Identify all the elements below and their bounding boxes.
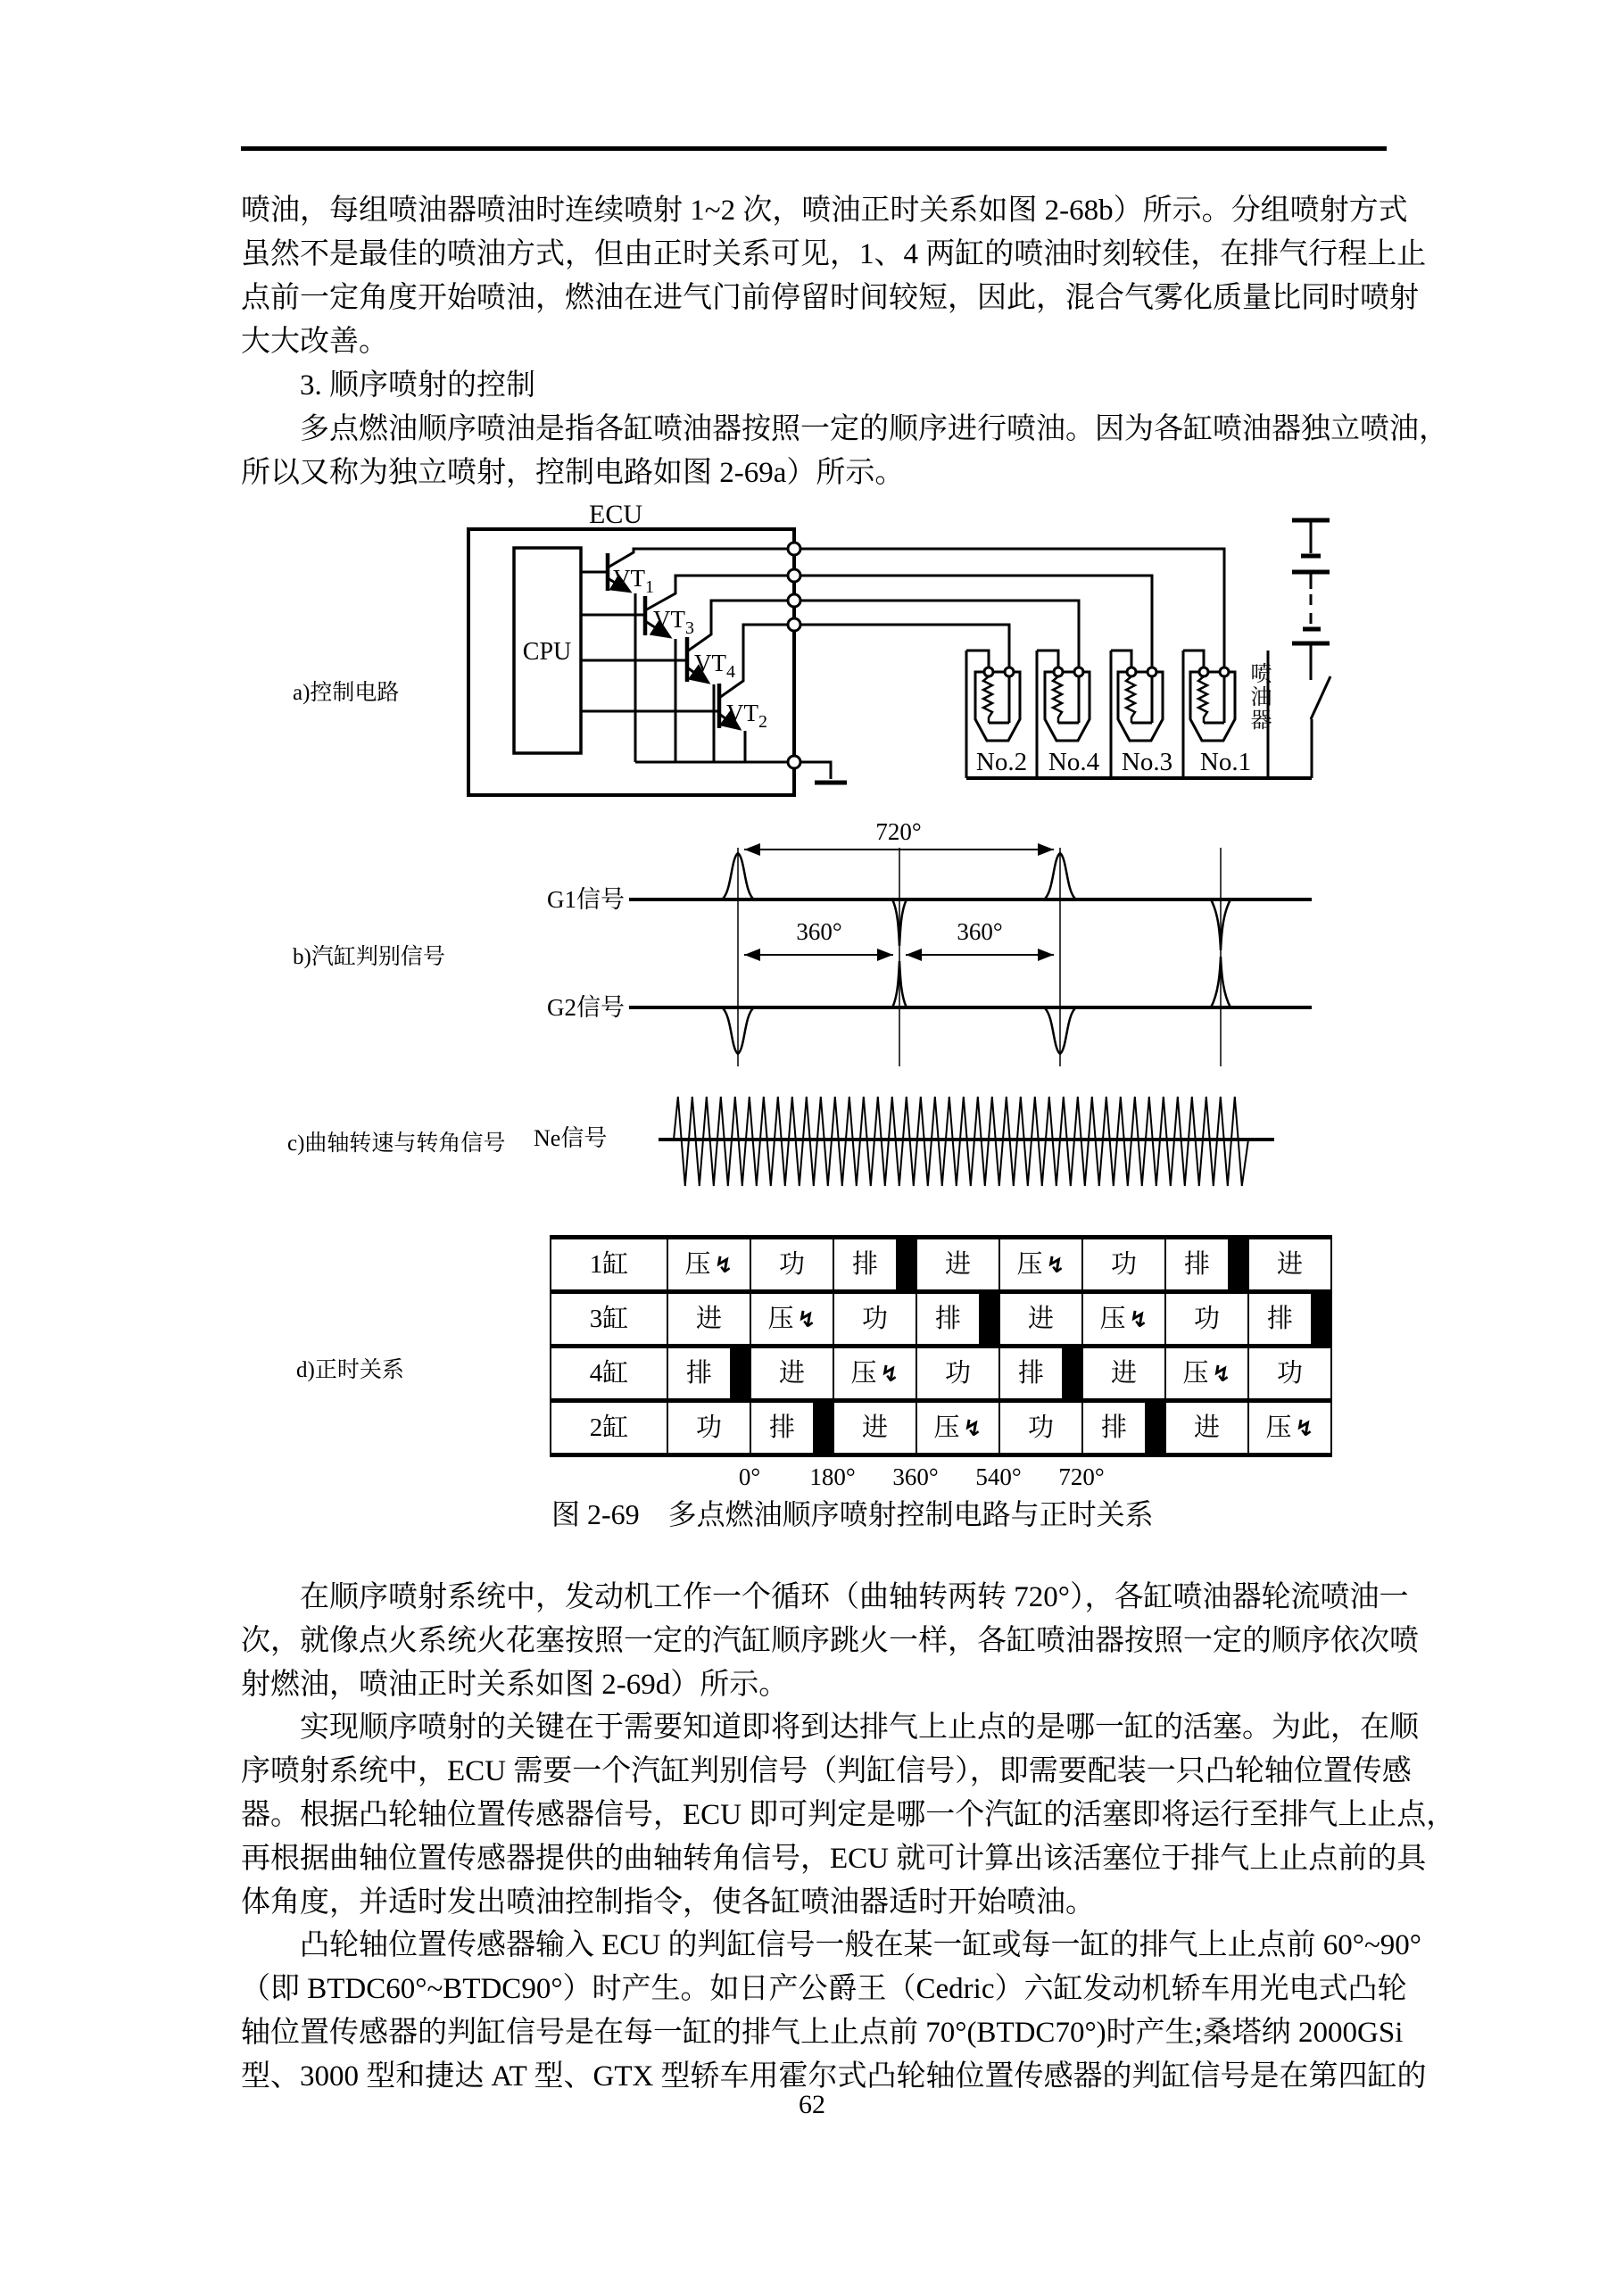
- stroke-phase-cell: 功: [668, 1403, 751, 1453]
- stroke-phase-cell: 压 ↯: [668, 1239, 751, 1289]
- injector-body-icon: [1045, 672, 1090, 741]
- stroke-phase-cell: 进: [1000, 1294, 1083, 1344]
- stroke-phase-cell: 功: [1083, 1239, 1166, 1289]
- injection-mark-cell: [1147, 1403, 1166, 1453]
- injection-mark-cell: [1230, 1239, 1249, 1289]
- injection-mark-cell: [732, 1348, 751, 1398]
- table-bottom-border: [551, 1453, 1332, 1457]
- injection-mark-cell: [898, 1239, 917, 1289]
- spark-icon: ↯: [1295, 1415, 1314, 1441]
- injector-body-icon: [1190, 672, 1235, 741]
- part-d-label: d)正时关系: [296, 1358, 404, 1382]
- spark-icon: ↯: [1129, 1306, 1148, 1332]
- text-line: 实现顺序喷射的关键在于需要知道即将到达排气上止点的是哪一缸的活塞。为此，在顺: [300, 1712, 1419, 1744]
- text-line: 喷油，每组喷油器喷油时连续喷射 1~2 次，喷油正时关系如图 2-68b）所示。分组喷射方式: [241, 195, 1408, 227]
- stroke-phase-cell: 排: [917, 1294, 981, 1344]
- text-line: 轴位置传感器的判缸信号是在每一缸的排气上止点前 70°(BTDC70°)时产生;桑塔纳 2000GSi: [241, 2017, 1404, 2049]
- stroke-phase-cell: 排: [1083, 1403, 1147, 1453]
- dim-720-label: 720°: [875, 818, 922, 845]
- injector-body-icon: [1118, 672, 1163, 741]
- cylinder-row-label: 2缸: [551, 1403, 668, 1453]
- figure-caption: 图 2-69 多点燃油顺序喷射控制电路与正时关系: [551, 1498, 1154, 1530]
- cpu-label: CPU: [522, 638, 572, 666]
- heading-text: 3. 顺序喷射的控制: [300, 369, 535, 402]
- timing-table: [550, 1235, 1332, 1457]
- dim-360-right-label: 360°: [957, 918, 1003, 945]
- injector-unit: [794, 549, 1268, 778]
- paragraph-3: [241, 1576, 1419, 1707]
- ne-signal-waveform: [268, 1080, 1392, 1205]
- scale-540: 540°: [975, 1463, 1022, 1490]
- coil-icon: [983, 676, 992, 723]
- coil-icon: [1053, 676, 1062, 723]
- stroke-phase-cell: 压 ↯: [1000, 1239, 1083, 1289]
- text-line: 大大改善。: [241, 326, 388, 358]
- circuit-diagram: [437, 495, 1401, 803]
- part-b-label: b)汽缸判别信号: [293, 945, 445, 969]
- g1-signal-label: G1信号: [547, 886, 625, 913]
- text-line: （即 BTDC60°~BTDC90°）时产生。如日产公爵王（Cedric）六缸发动机轿车用光电式凸轮: [241, 1973, 1407, 2005]
- battery-icon: [1292, 520, 1330, 680]
- stroke-phase-cell: 功: [1000, 1403, 1083, 1453]
- cylinder-row-label: 4缸: [551, 1348, 668, 1398]
- stroke-phase-cell: 进: [1166, 1403, 1249, 1453]
- text-line: 凸轮轴位置传感器输入 ECU 的判缸信号一般在某一缸或每一缸的排气上止点前 60°~90°: [300, 1929, 1421, 1961]
- text-line: 器。根据凸轮轴位置传感器信号，ECU 即可判定是哪一个汽缸的活塞即将运行至排气上止点，: [241, 1799, 1456, 1831]
- stroke-phase-cell: 进: [917, 1239, 1000, 1289]
- paragraph-5: [241, 1924, 1427, 2099]
- transistor-label: $VT_2$: [726, 700, 767, 732]
- paragraph-2: [241, 408, 1448, 495]
- stroke-phase-cell: 功: [1249, 1348, 1332, 1398]
- switch-icon: [1311, 676, 1330, 719]
- timing-row: [551, 1344, 1332, 1398]
- transistor-label: $VT_4$: [694, 650, 735, 682]
- injection-mark-cell: [1313, 1294, 1332, 1344]
- section-heading: [241, 364, 1392, 408]
- spark-icon: ↯: [714, 1252, 733, 1278]
- page-number: 62: [799, 2090, 825, 2119]
- text-line: 虽然不是最佳的喷油方式，但由正时关系可见，1、4 两缸的喷油时刻较佳，在排气行程上止: [241, 238, 1427, 270]
- text-line: 多点燃油顺序喷油是指各缸喷油器按照一定的顺序进行喷油。因为各缸喷油器独立喷油，: [300, 413, 1448, 445]
- transistor-label: $VT_3$: [653, 606, 694, 638]
- ne-signal-label: Ne信号: [534, 1125, 608, 1151]
- injector-label: No.3: [1121, 748, 1173, 776]
- stroke-phase-cell: 压 ↯: [1083, 1294, 1166, 1344]
- stroke-phase-cell: 压 ↯: [917, 1403, 1000, 1453]
- transistor-label: $VT_1$: [613, 565, 654, 597]
- injection-mark-cell: [815, 1403, 834, 1453]
- cylinder-row-label: 3缸: [551, 1294, 668, 1344]
- text-line: 体角度，并适时发出喷油控制指令，使各缸喷油器适时开始喷油。: [241, 1886, 1095, 1919]
- injector-label: No.1: [1199, 748, 1252, 776]
- stroke-phase-cell: 压 ↯: [751, 1294, 834, 1344]
- spark-icon: ↯: [1046, 1252, 1065, 1278]
- spark-icon: ↯: [1212, 1361, 1231, 1387]
- cylinder-row-label: 1缸: [551, 1239, 668, 1289]
- text-line: 序喷射系统中，ECU 需要一个汽缸判别信号（判缸信号），即需要配装一只凸轮轴位置传感: [241, 1755, 1412, 1787]
- injection-mark-cell: [1064, 1348, 1083, 1398]
- stroke-phase-cell: 功: [834, 1294, 917, 1344]
- timing-row: [551, 1398, 1332, 1453]
- stroke-phase-cell: 压 ↯: [834, 1348, 917, 1398]
- coil-icon: [1198, 676, 1207, 723]
- spark-icon: ↯: [880, 1361, 899, 1387]
- paragraph-4: [241, 1706, 1456, 1925]
- cylinder-id-signal-waveforms: [268, 816, 1392, 1075]
- text-line: 点前一定角度开始喷油，燃油在进气门前停留时间较短，因此，混合气雾化质量比同时喷射: [241, 282, 1419, 314]
- timing-row: [551, 1289, 1332, 1344]
- injector-group-label: 喷油器: [1247, 662, 1270, 732]
- stroke-phase-cell: 排: [1166, 1239, 1230, 1289]
- text-line: 次，就像点火系统火花塞按照一定的汽缸顺序跳火一样，各缸喷油器按照一定的顺序依次喷: [241, 1625, 1419, 1657]
- scale-180: 180°: [809, 1463, 856, 1490]
- top-rule: [241, 146, 1387, 151]
- timing-row: [551, 1235, 1332, 1289]
- stroke-phase-cell: 压 ↯: [1166, 1348, 1249, 1398]
- scale-360: 360°: [892, 1463, 939, 1490]
- injector-unit: [794, 625, 1027, 778]
- injector-unit: [794, 601, 1100, 778]
- stroke-phase-cell: 功: [1166, 1294, 1249, 1344]
- text-line: 再根据曲轴位置传感器提供的曲轴转角信号，ECU 就可计算出该活塞位于排气上止点前的具: [241, 1843, 1427, 1875]
- injector-body-icon: [975, 672, 1020, 741]
- stroke-phase-cell: 功: [917, 1348, 1000, 1398]
- ecu-label: ECU: [589, 500, 642, 529]
- stroke-phase-cell: 进: [834, 1403, 917, 1453]
- spark-icon: ↯: [963, 1415, 982, 1441]
- stroke-phase-cell: 排: [1000, 1348, 1064, 1398]
- text-line: 在顺序喷射系统中，发动机工作一个循环（曲轴转两转 720°），各缸喷油器轮流喷油一: [300, 1581, 1409, 1613]
- injector-label: No.4: [1048, 748, 1100, 776]
- stroke-phase-cell: 进: [668, 1294, 751, 1344]
- g2-signal-label: G2信号: [547, 994, 625, 1021]
- text-line: 射燃油，喷油正时关系如图 2-69d）所示。: [241, 1669, 789, 1701]
- stroke-phase-cell: 压 ↯: [1249, 1403, 1332, 1453]
- stroke-phase-cell: 排: [751, 1403, 815, 1453]
- part-a-label: a)控制电路: [293, 681, 400, 705]
- scale-0: 0°: [738, 1463, 761, 1490]
- stroke-phase-cell: 功: [751, 1239, 834, 1289]
- stroke-phase-cell: 排: [834, 1239, 898, 1289]
- stroke-phase-cell: 进: [751, 1348, 834, 1398]
- text-line: 所以又称为独立喷射，控制电路如图 2-69a）所示。: [241, 457, 905, 489]
- injector-label: No.2: [975, 748, 1028, 776]
- spark-icon: ↯: [797, 1306, 816, 1332]
- part-c-label: c)曲轴转速与转角信号: [287, 1131, 506, 1156]
- scale-720: 720°: [1058, 1463, 1105, 1490]
- stroke-phase-cell: 排: [668, 1348, 732, 1398]
- stroke-phase-cell: 进: [1249, 1239, 1332, 1289]
- circuit-wires: [581, 520, 1330, 783]
- stroke-phase-cell: 排: [1249, 1294, 1313, 1344]
- injection-mark-cell: [981, 1294, 1000, 1344]
- coil-icon: [1126, 676, 1135, 723]
- text-line: 型、3000 型和捷达 AT 型、GTX 型轿车用霍尔式凸轮轴位置传感器的判缸信号是在第四缸的: [241, 2060, 1427, 2093]
- paragraph-1: [241, 189, 1427, 364]
- dim-360-left-label: 360°: [796, 918, 842, 945]
- stroke-phase-cell: 进: [1083, 1348, 1166, 1398]
